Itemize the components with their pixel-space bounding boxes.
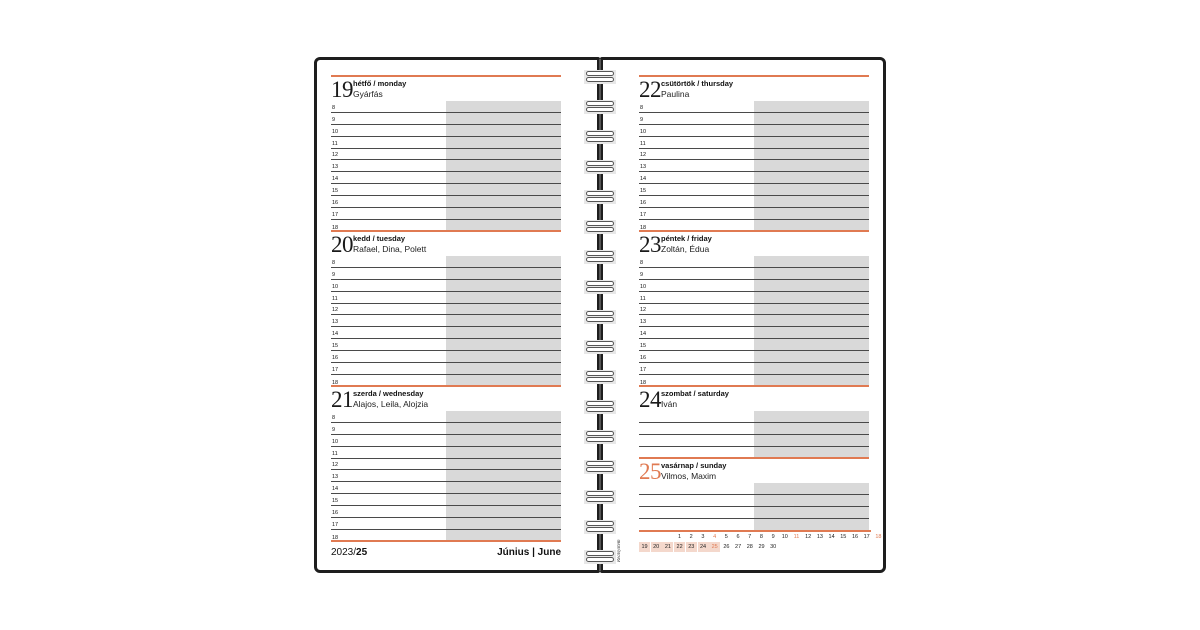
note-lines xyxy=(639,411,869,459)
hour-row[interactable] xyxy=(331,196,561,208)
hour-label: 11 xyxy=(332,295,338,302)
day-header xyxy=(331,232,561,256)
mini-calendar-row xyxy=(639,542,871,552)
spiral-ring xyxy=(586,131,614,143)
mini-calendar-day: 24 xyxy=(698,542,709,552)
spiral-binding xyxy=(576,67,624,567)
month-label: Június | June xyxy=(497,547,561,558)
hour-label: 12 xyxy=(640,307,647,314)
hour-row[interactable] xyxy=(639,208,869,220)
mini-calendar-day: 25 xyxy=(709,542,720,552)
ring-loop xyxy=(586,161,614,166)
spiral-ring xyxy=(586,221,614,233)
hour-label: 17 xyxy=(640,211,647,218)
ring-loop xyxy=(586,527,614,532)
day-number: 21 xyxy=(331,387,353,412)
hour-row[interactable] xyxy=(639,327,869,339)
hour-grid xyxy=(331,101,561,232)
ring-loop xyxy=(586,281,614,286)
hour-label: 16 xyxy=(640,355,647,362)
name-day: Rafael, Dina, Polett xyxy=(353,244,427,254)
year-label: 2023/ xyxy=(331,547,357,558)
ring-loop xyxy=(586,227,614,232)
day-header xyxy=(331,77,561,101)
hour-label: 18 xyxy=(640,224,647,231)
hour-label: 14 xyxy=(640,331,647,338)
mini-calendar-day: 18 xyxy=(875,534,882,540)
hour-label: 9 xyxy=(640,271,644,278)
hour-grid xyxy=(331,256,561,387)
hour-row[interactable] xyxy=(331,470,561,482)
week-number: 25 xyxy=(356,547,368,558)
hour-row[interactable] xyxy=(331,494,561,506)
ring-loop xyxy=(586,557,614,562)
footer-rule xyxy=(331,540,561,542)
hour-label: 12 xyxy=(332,152,339,159)
hour-label: 15 xyxy=(332,343,339,350)
hour-row[interactable] xyxy=(639,160,869,172)
hour-row[interactable] xyxy=(331,482,561,494)
hour-label: 14 xyxy=(332,176,339,183)
spiral-ring xyxy=(586,401,614,413)
hour-label: 16 xyxy=(332,355,339,362)
day-block-23 xyxy=(639,230,869,387)
hour-label: 13 xyxy=(640,164,647,171)
hour-grid xyxy=(331,411,561,542)
hour-label: 17 xyxy=(332,521,339,528)
note-line[interactable] xyxy=(639,519,869,531)
day-block-21 xyxy=(331,385,561,542)
hour-row[interactable] xyxy=(639,304,869,316)
ring-loop xyxy=(586,401,614,406)
hour-row[interactable] xyxy=(331,184,561,196)
day-name: kedd / tuesday xyxy=(353,234,406,243)
spiral-ring xyxy=(586,311,614,323)
hour-row[interactable] xyxy=(331,327,561,339)
mini-calendar-day: 10 xyxy=(781,534,788,540)
hour-label: 18 xyxy=(332,379,339,386)
hour-row[interactable] xyxy=(639,184,869,196)
hour-label: 10 xyxy=(332,283,339,290)
spiral-ring xyxy=(586,491,614,503)
day-block-22 xyxy=(639,75,869,232)
ring-loop xyxy=(586,101,614,106)
hour-row[interactable] xyxy=(331,208,561,220)
hour-row[interactable] xyxy=(331,459,561,471)
hour-row[interactable] xyxy=(639,101,869,113)
hour-row[interactable] xyxy=(331,351,561,363)
hour-row[interactable] xyxy=(639,172,869,184)
hour-row[interactable] xyxy=(639,351,869,363)
day-name: csütörtök / thursday xyxy=(661,79,734,88)
name-day: Gyárfás xyxy=(353,89,383,99)
mini-calendar-day: 21 xyxy=(662,542,673,552)
ring-loop xyxy=(586,167,614,172)
note-line[interactable] xyxy=(639,507,869,519)
spiral-ring xyxy=(586,371,614,383)
note-line[interactable] xyxy=(639,495,869,507)
day-number: 24 xyxy=(639,387,661,412)
ring-loop xyxy=(586,311,614,316)
ring-loop xyxy=(586,137,614,142)
spiral-ring xyxy=(586,161,614,173)
hour-row[interactable] xyxy=(639,339,869,351)
ring-loop xyxy=(586,287,614,292)
day-number: 19 xyxy=(331,77,353,102)
name-day: Iván xyxy=(661,399,678,409)
hour-label: 17 xyxy=(332,366,339,373)
note-line[interactable] xyxy=(639,423,869,435)
ring-loop xyxy=(586,377,614,382)
ring-loop xyxy=(586,467,614,472)
hour-label: 10 xyxy=(640,283,647,290)
hour-label: 16 xyxy=(640,200,647,207)
mini-calendar-day: 30 xyxy=(770,544,777,550)
name-day: Zoltán, Édua xyxy=(661,244,710,254)
ring-loop xyxy=(586,491,614,496)
mini-calendar-day: 27 xyxy=(735,544,742,550)
spiral-ring xyxy=(586,341,614,353)
hour-row[interactable] xyxy=(331,447,561,459)
hour-row[interactable] xyxy=(331,149,561,161)
hour-label: 18 xyxy=(332,534,339,541)
hour-row[interactable] xyxy=(639,268,869,280)
hour-label: 10 xyxy=(332,438,339,445)
mini-calendar-day: 11 xyxy=(793,534,800,540)
hour-row[interactable] xyxy=(331,172,561,184)
ring-loop xyxy=(586,77,614,82)
mini-calendar-day: 19 xyxy=(639,542,650,552)
spiral-ring xyxy=(586,191,614,203)
hour-row[interactable] xyxy=(331,363,561,375)
day-header xyxy=(639,77,869,101)
mini-calendar-day: 29 xyxy=(758,544,765,550)
mini-calendar-day: 13 xyxy=(816,534,823,540)
hour-row[interactable] xyxy=(331,339,561,351)
ring-loop xyxy=(586,341,614,346)
mini-calendar-day: 22 xyxy=(674,542,685,552)
ring-loop xyxy=(586,191,614,196)
mini-calendar-day: 26 xyxy=(723,544,730,550)
hour-label: 15 xyxy=(640,343,647,350)
hour-label: 17 xyxy=(332,211,339,218)
ring-loop xyxy=(586,107,614,112)
hour-row[interactable] xyxy=(331,137,561,149)
hour-label: 8 xyxy=(640,259,644,266)
hour-grid xyxy=(639,101,869,232)
day-name: péntek / friday xyxy=(661,234,712,243)
mini-calendar-day: 28 xyxy=(746,544,753,550)
ring-loop xyxy=(586,71,614,76)
day-block-24 xyxy=(639,385,869,459)
hour-label: 16 xyxy=(332,510,339,517)
mini-calendar-day: 7 xyxy=(748,534,752,540)
day-number: 25 xyxy=(639,459,661,484)
hour-label: 13 xyxy=(332,474,339,481)
planner-spread xyxy=(314,57,886,573)
hour-row[interactable] xyxy=(331,518,561,530)
name-day: Paulina xyxy=(661,89,690,99)
mini-calendar-day: 5 xyxy=(724,534,728,540)
hour-label: 8 xyxy=(332,259,336,266)
name-day: Vilmos, Maxim xyxy=(661,471,717,481)
mini-calendar-day: 1 xyxy=(677,534,682,540)
hour-row[interactable] xyxy=(331,101,561,113)
hour-label: 13 xyxy=(640,319,647,326)
hour-row[interactable] xyxy=(639,149,869,161)
hour-label: 12 xyxy=(332,462,339,469)
hour-label: 11 xyxy=(640,295,646,302)
hour-label: 9 xyxy=(332,116,336,123)
day-block-19 xyxy=(331,75,561,232)
ring-loop xyxy=(586,221,614,226)
mini-calendar-day: 20 xyxy=(651,542,662,552)
hour-row[interactable] xyxy=(639,280,869,292)
hour-row[interactable] xyxy=(331,423,561,435)
hour-label: 8 xyxy=(640,104,644,111)
hour-row[interactable] xyxy=(331,125,561,137)
hour-label: 15 xyxy=(640,188,647,195)
mini-calendar-day: 14 xyxy=(828,534,835,540)
ring-loop xyxy=(586,407,614,412)
hour-label: 16 xyxy=(332,200,339,207)
ring-loop xyxy=(586,257,614,262)
brand-logo: Realsystem xyxy=(617,539,622,562)
note-line[interactable] xyxy=(639,483,869,495)
spiral-ring xyxy=(586,251,614,263)
spiral-ring xyxy=(586,521,614,533)
ring-loop xyxy=(586,551,614,556)
hour-row[interactable] xyxy=(639,125,869,137)
day-number: 20 xyxy=(331,232,353,257)
hour-row[interactable] xyxy=(331,268,561,280)
day-number: 23 xyxy=(639,232,661,257)
hour-row[interactable] xyxy=(639,137,869,149)
note-line[interactable] xyxy=(639,435,869,447)
ring-loop xyxy=(586,251,614,256)
hour-row[interactable] xyxy=(639,196,869,208)
hour-label: 9 xyxy=(332,271,336,278)
mini-calendar-day: 12 xyxy=(805,534,812,540)
hour-label: 12 xyxy=(332,307,339,314)
ring-loop xyxy=(586,521,614,526)
hour-label: 11 xyxy=(332,450,338,457)
note-lines xyxy=(639,483,869,531)
day-name: szombat / saturday xyxy=(661,389,729,398)
day-name: vasárnap / sunday xyxy=(661,461,727,470)
hour-label: 15 xyxy=(332,188,339,195)
mini-calendar xyxy=(639,530,882,552)
hour-row[interactable] xyxy=(331,113,561,125)
hour-label: 18 xyxy=(332,224,339,231)
day-header xyxy=(331,387,561,411)
ring-loop xyxy=(586,431,614,436)
hour-row[interactable] xyxy=(331,506,561,518)
hour-row[interactable] xyxy=(639,292,869,304)
mini-calendar-day: 6 xyxy=(736,534,740,540)
hour-row[interactable] xyxy=(331,280,561,292)
day-block-20 xyxy=(331,230,561,387)
hour-label: 14 xyxy=(640,176,647,183)
hour-row[interactable] xyxy=(331,435,561,447)
mini-calendar-day: 9 xyxy=(771,534,775,540)
page-footer xyxy=(331,544,561,558)
spiral-ring xyxy=(586,551,614,563)
hour-label: 8 xyxy=(332,414,336,421)
day-name: szerda / wednesday xyxy=(353,389,424,398)
hour-label: 10 xyxy=(640,128,647,135)
hour-label: 14 xyxy=(332,486,339,493)
right-page xyxy=(600,57,886,573)
hour-label: 9 xyxy=(640,116,644,123)
hour-row[interactable] xyxy=(331,315,561,327)
hour-label: 12 xyxy=(640,152,647,159)
hour-label: 13 xyxy=(332,164,339,171)
hour-label: 13 xyxy=(332,319,339,326)
ring-loop xyxy=(586,461,614,466)
mini-calendar-day: 3 xyxy=(701,534,705,540)
hour-label: 11 xyxy=(640,140,646,147)
spiral-ring xyxy=(586,461,614,473)
mini-calendar-day: 2 xyxy=(689,534,693,540)
day-name: hétfő / monday xyxy=(353,79,407,88)
note-line[interactable] xyxy=(639,411,869,423)
ring-loop xyxy=(586,437,614,442)
day-header xyxy=(639,387,869,411)
hour-label: 15 xyxy=(332,498,339,505)
mini-calendar-day: 15 xyxy=(840,534,847,540)
mini-calendar-day: 17 xyxy=(863,534,870,540)
mini-calendar-day: 23 xyxy=(686,542,697,552)
ring-loop xyxy=(586,371,614,376)
hour-row[interactable] xyxy=(331,411,561,423)
mini-calendar-day: 4 xyxy=(713,534,717,540)
spiral-ring xyxy=(586,431,614,443)
hour-row[interactable] xyxy=(331,160,561,172)
day-number: 22 xyxy=(639,77,661,102)
hour-label: 8 xyxy=(332,104,336,111)
year-week xyxy=(331,547,367,558)
day-block-25 xyxy=(639,457,869,531)
hour-label: 11 xyxy=(332,140,338,147)
hour-row[interactable] xyxy=(639,256,869,268)
ring-loop xyxy=(586,131,614,136)
spiral-ring xyxy=(586,281,614,293)
hour-label: 17 xyxy=(640,366,647,373)
hour-row[interactable] xyxy=(331,292,561,304)
ring-loop xyxy=(586,197,614,202)
hour-label: 9 xyxy=(332,426,336,433)
ring-loop xyxy=(586,317,614,322)
hour-row[interactable] xyxy=(331,304,561,316)
day-header xyxy=(639,232,869,256)
hour-row[interactable] xyxy=(639,113,869,125)
mini-calendar-day: 16 xyxy=(851,534,859,540)
spiral-ring xyxy=(586,101,614,113)
mini-calendar-row xyxy=(639,532,882,542)
left-page xyxy=(314,57,600,573)
hour-label: 18 xyxy=(640,379,647,386)
day-header xyxy=(639,459,869,483)
hour-grid xyxy=(639,256,869,387)
hour-label: 14 xyxy=(332,331,339,338)
ring-loop xyxy=(586,347,614,352)
hour-row[interactable] xyxy=(331,256,561,268)
mini-calendar-day: 8 xyxy=(759,534,763,540)
hour-row[interactable] xyxy=(639,363,869,375)
name-day: Alajos, Leila, Alojzia xyxy=(353,399,429,409)
ring-loop xyxy=(586,497,614,502)
hour-row[interactable] xyxy=(639,315,869,327)
hour-label: 10 xyxy=(332,128,339,135)
spiral-ring xyxy=(586,71,614,83)
